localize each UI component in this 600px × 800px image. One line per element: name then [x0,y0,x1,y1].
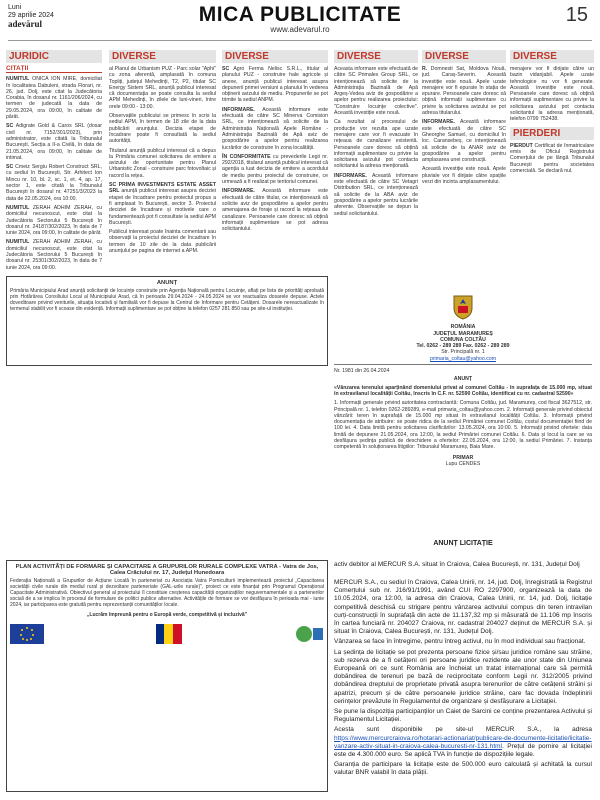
notice: Această investiție este nouă. Apele pluviale vor fi dirijate către spațiile verzi din incinta amplasamentului. [422,166,506,186]
signer-role: PRIMAR [452,454,474,461]
notice: PIERDUT Certificat de înmatriculare emis de Oficiul Registrului Comerțului de pe lângă Tribunalul București pentru societatea comercială. Se declară nul. [510,142,594,174]
header-date: 29 aprilie 2024 [8,12,54,19]
commune-title: COMUNA COLTĂU [440,336,486,343]
notice: Publicul interesat poate înainta comentarii sau observații la proiectul deciziei de încadrare în termen de 10 zile de la data publicării anunțului pe pagina de internet a APM. [109,229,216,255]
announcement-title: ANUNȚ [453,376,473,383]
page-header [0,0,600,44]
auction-announcement [334,540,592,780]
box-title: ANUNȚ [156,280,178,286]
email-link[interactable]: primaria_coltau@yahoo.com [429,355,497,362]
county-title: JUDEȚUL MARAMUREȘ [433,330,493,337]
romania-gov-icon [156,624,182,644]
box-text: Primăria Municipiului Arad anunță solicitanții de locuințe construite prin Agenția Națională pentru Locuințe, aflați pe lista de priorități aprobată prin Hotărârea Consiliului Local al Municipiului Arad, că în perioada 29.04.2024 - 24.05.2024 se vor reactualiza dosarele depuse. Actele doveditoare privind veniturile, situația locativă și familială vor fi depuse la Centrul de Informare pentru Cetățeni. Dosarele nereactualizate în termenul stabilit vor fi scoase din evidență. Informații suplimentare se pot obține la telefon 0257 281 850 sau pe site-ul instituției. [10,288,324,312]
notice: SC Adigrate Gold & Caros SRL (dosar civil nr. 7152/301/2023), prin administrator, este citată la Tribunalul București, Secția a II-a Civilă, în data de 21.05.2024, ora 09:00, în calitate de intimat. [6,123,102,161]
notice: ÎN CONFORMITATE cu prevederile Legii nr. 292/2018, titularul anunță publicul interesat că agenția a luat decizia de emitere a acordului de mediu pentru proiectul de construire, ce urmează a fi realizat pe teritoriul comunei. [222,153,328,186]
notice: SC Agro Ferma Nelisc S.R.L., titular al planului PUZ - construire hale agricole și anexe, anunță publicul interesat asupra depunerii primei versiuni a planului în vederea obținerii avizului de mediu. Propunerile se pot trimite la sediul ANPM. [222,66,328,104]
notice: INFORMARE. Această informare este efectuată de către titular, ce intenționează să solicite aviz de gospodărire a apelor pentru amenajarea de foraje și racord la rețeaua de canalizare. Persoanele care doresc să obțină informații suplimentare se pot adresa solicitantului. [222,188,328,233]
funding-logos [10,624,324,644]
auction-paragraph: Vânzarea se face în întregime, pentru întreg activul, nu în mod individual sau fracționat. [334,638,586,646]
column-diverse-2 [109,50,216,270]
notice: NUMITUL ZERAH ADHIM ZERAH, cu domiciliul necunoscut, este citat la Judecătoria Sectorului 5 București în dosarul nr. 25301/302/2023, în data de 7 iunie 2024, ora 09:00. [6,239,102,270]
address-line: Str. Principală nr. 1 [441,349,485,356]
notice-box-vatra [6,560,328,792]
column-juridic [6,50,102,270]
notice: Ca rezultat al procesului de producție vor rezulta ape uzate menajere care vor fi evacuate în rețeaua de canalizare existentă. Persoanele care doresc să obțină informații suplimentare cu privire la solicitarea avizului pot contacta solicitantul la adresa menționată. [334,119,418,170]
section-header-diverse: DIVERSE [422,50,506,63]
notice: INFORMARE. Această informare este efectuată de către SC Vetagri Distribution SRL, ce intenționează să solicite de la ABA aviz de gospodărire a apelor pentru lucrările aferente. Observațiile se depun la sediul solicitantului. [334,172,418,217]
auction-paragraph: Se pune la dispoziția participanților un Caiet de Sarcini ce conține prezentarea Activului și Regulamentul Licitației. [334,708,592,724]
notice: menajere vor fi dirijate către un bazin vidanjabil. Apele uzate tehnologice nu vor fi generate. Această investiție este nouă. Persoanele care doresc să obțină informații suplimentare cu privire la solicitarea avizului pot contacta solicitantul la adresa menționată, telefon 0799 752438. [510,66,594,123]
section-header-juridic: JURIDIC [6,50,102,63]
auction-body [334,579,592,778]
box-text: Federația Națională a Grupurilor de Acțiune Locală în parteneriat cu Asociația Vatra Pomiculturii implementează proiectul „Capacitarea societății civile rurale din mediul rural și dezvoltare parteneriate (GAL-urile rurale)", proiect ce este finanțat prin Programul Operațional Capacitate Administrativă. Obiectivul general al proiectului îl constituie creșterea capacității organizațiilor neguvernamentale și a partenerilor sociali de a se implica în procesul de formulare de politici publice alternative. Activitățile de formare se vor desfășura în perioada mai - iunie 2024, iar participarea este gratuită pentru reprezentanții comunităților locale. [10,578,324,608]
header-url[interactable]: www.adevarul.ro [270,25,330,34]
auction-paragraph: Acesta sunt disponibile pe site-ul MERCUR S.A., la adresa https://www.mercurcraiova.ro/hotarari-actionariat/publicare-de-documente-licitatie/licitatie-vanzare-activ-situat-in-craiova-calea-bucuresti-nr-131.html. Prețul de pornire al licitației este de 4.300.000 euro. Se aplică TVA în funcție de dispozițiile legale. [334,726,592,759]
page-title: MICA PUBLICITATE [198,3,402,26]
coltau-announcement [334,294,592,467]
notice: SC Cmeiz Sergiu Robert Construct SRL, cu sediul în București, Str. Arhitect Ion Mincu nr. 10, bl. 2, sc. 1, et. 4, ap. 17, sector 1, este citată la Tribunalul București în dosarul nr. 47251/3/2023 la data de 22.05.2024, ora 10:00. [6,164,102,202]
announcement-items: 1. Informații generale privind autoritatea contractantă: Comuna Coltău, jud. Maramureș, cod fiscal 3627512, str. Principală nr. 1, telefon 0262-289289, e-mail primaria_coltau@yahoo.com. 2. Informații generale privind obiectul vânzării: teren în suprafață de 15.000 mp situat în extravilanul localității Coltău. 3. Informații privind documentația de atribuire: se poate ridica de la sediul Primăriei comunei Coltău, costul documentației fiind de 100 lei. 4. Data limită pentru solicitarea clarificărilor: 13.05.2024, ora 10:00. 5. Informații privind ofertele: data limită de depunere 21.05.2024, ora 12:00, la sediul Primăriei comunei Coltău. 6. Data și locul la care se va desfășura ședința publică de deschidere a ofertelor: 22.05.2024, ora 12:00, la sediul Primăriei. 7. Instanța competentă în soluționarea litigiilor: Tribunalul Maramureș, Baia Mare. [334,400,592,451]
section-header-diverse: DIVERSE [109,50,216,63]
notice: NUMITUL ONICA ION MIRE, domiciliat în localitatea Dabuleni, strada Florari, nr. 26, jud. Dolj, este citat la Judecătoria Corabia, în dosarul nr. 1161/206/2024, cu termen de judecată la data de 29.05.2024, ora 09:00, în calitate de pârât. [6,76,102,121]
auction-title: ANUNȚ LICITAȚIE [433,540,493,547]
header-day: Luni [8,4,22,11]
notice-box-arad [6,276,328,366]
announcement-subject: «Vânzarea terenului aparținând domeniului privat al comunei Coltău - în suprafața de 15.000 mp, situat în extravilanul localității Coltău, înscris în C.F. nr. 52590 Coltău, identificat cu nr. cadastral 52590» [334,384,592,397]
notice: INFORMARE. Această informare este efectuată de către SC Gheorghe Samuel, cu domiciliul în loc. Caransebeș, ce intenționează să solicite de la ANAR aviz de gospodărire a apelor pentru amplasarea unei construcții. [422,119,506,164]
notice: Titularul anunță publicul interesat că a depus la Primăria comunei solicitarea de emitere a avizului de oportunitate pentru Planul Urbanistic Zonal - construire parc fotovoltaic și racord la rețea. [109,147,216,179]
notice: SC PRIMA INVESTMENTS ESTATE ASSET SRL anunță publicul interesat asupra deciziei etapei de încadrare pentru proiectul propus a fi amplasat în București, sector 3. Proiectul deciziei de încadrare și motivele care o fundamentează pot fi consultate la sediul APM București. [109,182,216,226]
column-diverse-3 [222,50,328,270]
notice: INFORMARE. Această informare este efectuată de către SC Minerva Comision SRL, ce intenționează să solicite de la Administrația Națională Apele Române - Administrația Bazinală de Apă aviz de gospodărire a apelor pentru realizarea lucrărilor de construire în zona localității. [222,106,328,151]
section-header-pierderi: PIERDERI [510,127,594,140]
reference-number: Nr. 1981 din 26.04.2024 [334,368,390,375]
box-title: PLAN ACTIVITĂȚI DE FORMARE ȘI CAPACITARE A GRUPURILOR RURALE COMPLEXE VATRA - Vatra de Jos, Calea Crăciului nr. 17, Județul Hunedoara [15,564,319,576]
notice: NUMITUL ZERAH ADHIM ZERAH, cu domiciliul necunoscut, este citat la Judecătoria Sectorului 5 București în dosarul nr. 24187/302/2023, în data de 7 iunie 2024, ora 09:00, în calitate de pârât. [6,204,102,237]
box-footer: „Lucrăm împreună pentru o Europă verde, competitivă și incluzivă" [86,612,248,618]
auction-paragraph: Garanția de participare la licitație este de 500.000 euro calculată și achitată la cursul valutar BNR valabil în data plății. [334,761,592,777]
column-diverse-5 [422,50,506,285]
auction-subtitle: activ debitor al MERCUR S.A. situat în Craiova, Calea București, nr. 131, Județul Dolj [334,561,580,568]
column-diverse-6 [510,50,594,285]
section-header-diverse: DIVERSE [510,50,594,63]
header-divider [8,40,592,41]
notice: Aceasta informare este efectuată de către SC Primalex Group SRL, ce intenționează să solicite de la Administrația Bazinală de Apă Argeș-Vedea aviz de gospodărire a apelor pentru realizarea proiectului: "Construire locuințe colective". Această investiție este nouă. [334,66,418,117]
paper-logo: adevărul [8,19,43,29]
auction-link[interactable]: https://www.mercurcraiova.ro/hotarari-actionariat/publicare-de-documente-licitatie/licitatie-vanzare-activ-situat-in-craiova-calea-bucuresti-nr-131.html [334,734,592,750]
column-diverse-4 [334,50,418,285]
programme-logo-icon [294,624,324,644]
coat-of-arms-icon [334,294,592,322]
contact-line: Tel. 0262 - 289 289 Fax. 0262 - 289 289 [416,343,510,350]
notice: Observațiile publicului se primesc în scris la sediul APM, în termen de 18 zile de la data publicării anunțului. Decizia etapei de încadrare poate fi consultată la sediul autorității. [109,113,216,145]
notice: R. Domnesti Sat, Moldova Nouă, jud. Caraș-Severin. Această investiție este nouă. Apele uzate menajere vor fi epurate în stația de epurare. Persoanele care doresc să obțină informații suplimentare cu privire la solicitarea avizului se pot adresa titularului. [422,66,506,117]
email-line [334,356,592,365]
country-title: ROMÂNIA [450,324,476,331]
signer-name: Lupu CENDES [445,460,481,467]
notice: al Planul de Urbanism PUZ - Parc solar "Aphi" cu zona aferentă, amplasată în comuna Topliți, județul Mehedinți, T2, P2, titular SC Energy Sistem SRL, anunță publicul interesat că documentația se poate consulta la sediul APM Mehedinți, în zilele de luni-vineri, între orele 09:00 - 13:00. [109,66,216,110]
eu-flag-icon [10,624,44,644]
section-header-diverse: DIVERSE [222,50,328,63]
section-header-diverse: DIVERSE [334,50,418,63]
page-number: 15 [565,4,588,26]
auction-paragraph: MERCUR S.A., cu sediul în Craiova, Calea Unirii, nr. 14, jud. Dolj, înregistrată la Registrul Comerțului sub nr. J16/91/1991, având CUI RO 2297900, organizează la data de 10.05.2024, ora 12:00, la adresa din Craiova, Calea Unirii, nr. 14, jud. Dolj, licitație competitivă deschisă cu strigare pentru vânzarea activului compus din teren intravilan curți-construcții în suprafață din acte de 11.137,32 mp și măsurată de 11.106 mp înscris în cartea funciară nr. 204027 Craiova, nr. cadastral 204027 deținut de MERCUR S.A. și situat în Craiova, Calea București, nr. 131, Județul Dolj. [334,579,592,636]
auction-paragraph: La ședința de licitație se pot prezenta persoane fizice și/sau juridice române sau străine, sub rezerva de a fi cetățeni ori persoane juridice rezidente ale unor state din Uniunea Europeană ori ce sunt România are încheiat un tratat internațional care să permită dobândirea de terenuri pe bază de reciprocitate conform Legii nr. 312/2005 privind dobândirea dreptului de proprietate privată asupra terenurilor de către cetățenii străini și apatrizi, precum și de către persoanele juridice străine, care fac dovada îndeplinirii cerințelor prevăzute în Regulamentul de organizare și desfășurare a Licitației. [334,648,592,705]
subsection-citatii: CITAȚII [6,66,102,73]
